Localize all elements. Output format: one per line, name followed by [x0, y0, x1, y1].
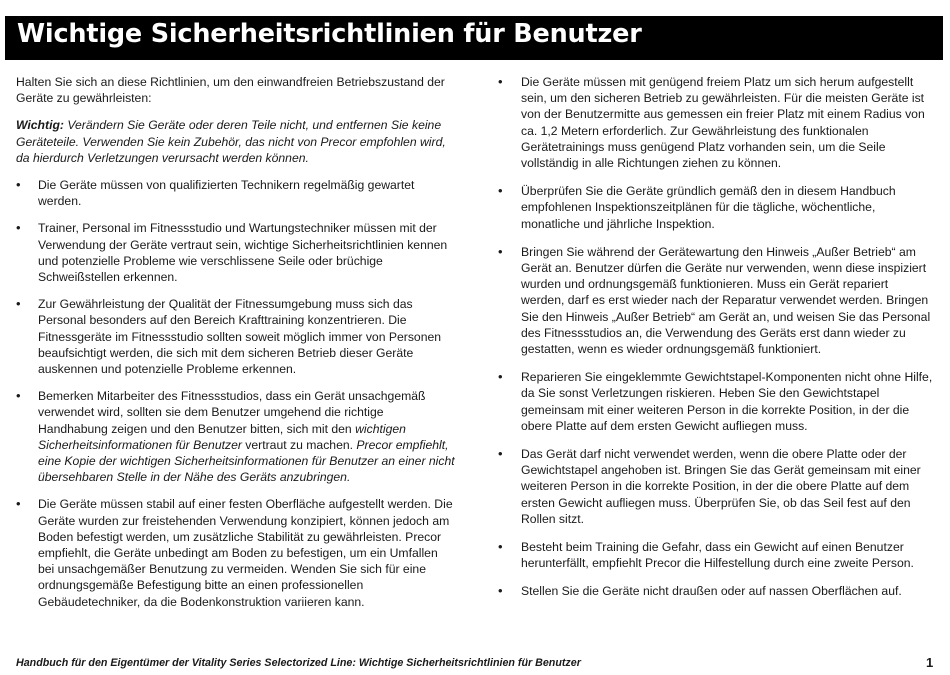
recommendation-note: Precor empfiehlt, eine Kopie der wichtigen Sicherheitsinformationen für Benutzer an einer nicht übersehbaren Stelle in der Nähe des Geräts anzubringen.: [38, 437, 455, 485]
bullet-icon: •: [498, 446, 503, 462]
warning-label: Wichtig:: [16, 118, 64, 133]
bullet-icon: •: [498, 539, 503, 555]
list-item-text: Stellen Sie die Geräte nicht draußen oder auf nassen Oberflächen auf.: [521, 584, 902, 599]
bullet-icon: •: [16, 177, 21, 193]
list-item-text: vertraut zu machen.: [241, 437, 357, 452]
intro-paragraph: Halten Sie sich an diese Richtlinien, um den einwandfreien Betriebszustand der Geräte zu gewährleisten:: [16, 75, 445, 106]
bullet-icon: •: [16, 296, 21, 312]
warning-text: Verändern Sie Geräte oder deren Teile nicht, und entfernen Sie keine Geräteteile. Verwenden Sie kein Zubehör, das nicht von Precor empfohlen wird, da hierdurch Verletzungen verursacht werden können.: [16, 118, 446, 165]
list-item: [498, 583, 934, 599]
list-item: [498, 74, 934, 171]
bullet-icon: •: [498, 583, 503, 599]
bullet-icon: •: [16, 388, 21, 404]
bullet-icon: •: [16, 496, 21, 512]
left-bullet-list: [16, 177, 456, 610]
list-item: [16, 496, 456, 609]
list-item-text: Trainer, Personal im Fitnessstudio und Wartungstechniker müssen mit der Verwendung der Geräte vertraut sein, wichtige Sicherheitsrichtlinien kennen und potenzielle Probleme wie verschlissene Seile oder brüchige Schweißstellen erkennen.: [38, 221, 448, 285]
list-item: [498, 369, 934, 434]
list-item: [498, 183, 934, 232]
list-item-text: Bringen Sie während der Gerätewartung den Hinweis „Außer Betrieb“ am Gerät an. Benutzer dürfen die Geräte nur verwenden, wenn diese inspiziert wurden und ordnungsgemäß funktionieren. Muss ein Gerät repariert werden, darf es erst wieder nach der Reparatur verwendet werden. Bringen Sie den Hinweis „Außer Betrieb“ am Gerät an, und weisen Sie das Personal des Fitnessstudios an, die Verwendung des Geräts erst dann wieder zu gestatten, wenn es wieder ordnungsgemäß funktioniert.: [521, 244, 931, 357]
left-column: [16, 74, 456, 621]
list-item-text: Bemerken Mitarbeiter des Fitnessstudios, dass ein Gerät unsachgemäß verwendet wird, sollten sie dem Benutzer umgehend die richtige Handhabung zeigen und den Benutzer bitten, sich mit den: [38, 389, 426, 436]
bullet-icon: •: [498, 74, 503, 89]
list-item: [498, 539, 934, 571]
list-item: [16, 220, 456, 285]
bullet-icon: •: [498, 183, 503, 199]
bullet-icon: •: [16, 220, 21, 236]
right-bullet-list: [498, 74, 934, 600]
list-item-text: Zur Gewährleistung der Qualität der Fitnessumgebung muss sich das Personal besonders auf den Bereich Krafttraining konzentrieren. Die Fitnessgeräte im Fitnessstudio sollten soweit möglich immer von Personen beaufsichtigt werden, die sich mit dem sicheren Betrieb dieser Geräte auskennen und potenzielle Probleme erkennen.: [38, 297, 442, 377]
bullet-icon: •: [498, 369, 503, 385]
bullet-icon: •: [498, 243, 503, 259]
page-title: Wichtige Sicherheitsrichtlinien für Benutzer: [5, 16, 943, 60]
document-reference: wichtigen Sicherheitsinformationen für Benutzer: [38, 421, 406, 452]
list-item-text: Die Geräte müssen von qualifizierten Technikern regelmäßig gewartet werden.: [38, 178, 415, 209]
list-item-text: Das Gerät darf nicht verwendet werden, wenn die obere Platte oder der Gewichtstapel angehoben ist. Bringen Sie das Gerät gemeinsam mit einer weiteren Person in die korrekte Position, in der die obere Platte auf dem ersten Gewicht aufliegen muss. Überprüfen Sie, ob das Seil fest auf den Rollen sitzt.: [521, 447, 921, 526]
warning-paragraph: [16, 117, 456, 166]
page-number: 1: [926, 655, 934, 670]
list-item: [16, 388, 456, 485]
list-item: [498, 244, 934, 357]
list-item: [498, 446, 934, 527]
page-footer: Handbuch für den Eigentümer der Vitality Series Selectorized Line: Wichtige Sicherheitsrichtlinien für Benutzer: [16, 657, 581, 669]
list-item-text: Reparieren Sie eingeklemmte Gewichtstapel-Komponenten nicht ohne Hilfe, da Sie sonst Verletzungen riskieren. Heben Sie den Gewichtstapel gemeinsam mit einer weiteren Person in die korrekte Position, in der die obere Platte auf dem ersten Gewicht aufliegen muss.: [521, 370, 933, 433]
list-item-text: Die Geräte müssen mit genügend freiem Platz um sich herum aufgestellt sein, um den sicheren Betrieb zu gewährleisten. Für die meisten Geräte ist von der Benutzermitte aus gemessen ein freier Platz mit einem Radius von ca. 1,2 Metern erforderlich. Zur Gewährleistung des funktionalen Gerätetrainings muss genügend Platz vorhanden sein, um die Seile vollständig in alle Richtungen ziehen zu können.: [521, 75, 925, 171]
list-item: [16, 296, 456, 377]
list-item: [16, 177, 456, 209]
list-item-text: Die Geräte müssen stabil auf einer festen Oberfläche aufgestellt werden. Die Geräte wurden zur freistehenden Verwendung konzipiert, können jedoch am Boden befestigt werden, um zusätzliche Stabilität zu gewährleisten. Precor empfiehlt, die Geräte unbedingt am Boden zu befestigen, um ein Umfallen bei unsachgemäßer Benutzung zu vermeiden. Wenden Sie sich für eine ordnungsgemäße Befestigung bitte an einen professionellen Gebäudetechniker, da die Bodenkonstruktion variieren kann.: [38, 497, 453, 609]
list-item-text: Überprüfen Sie die Geräte gründlich gemäß den in diesem Handbuch empfohlenen Inspektionszeitplänen für die tägliche, wöchentliche, monatliche und jährliche Inspektion.: [521, 184, 896, 231]
list-item-text: Besteht beim Training die Gefahr, dass ein Gewicht auf einen Benutzer herunterfällt, empfiehlt Precor die Hilfestellung durch eine zweite Person.: [521, 540, 914, 571]
right-column: [498, 74, 934, 612]
